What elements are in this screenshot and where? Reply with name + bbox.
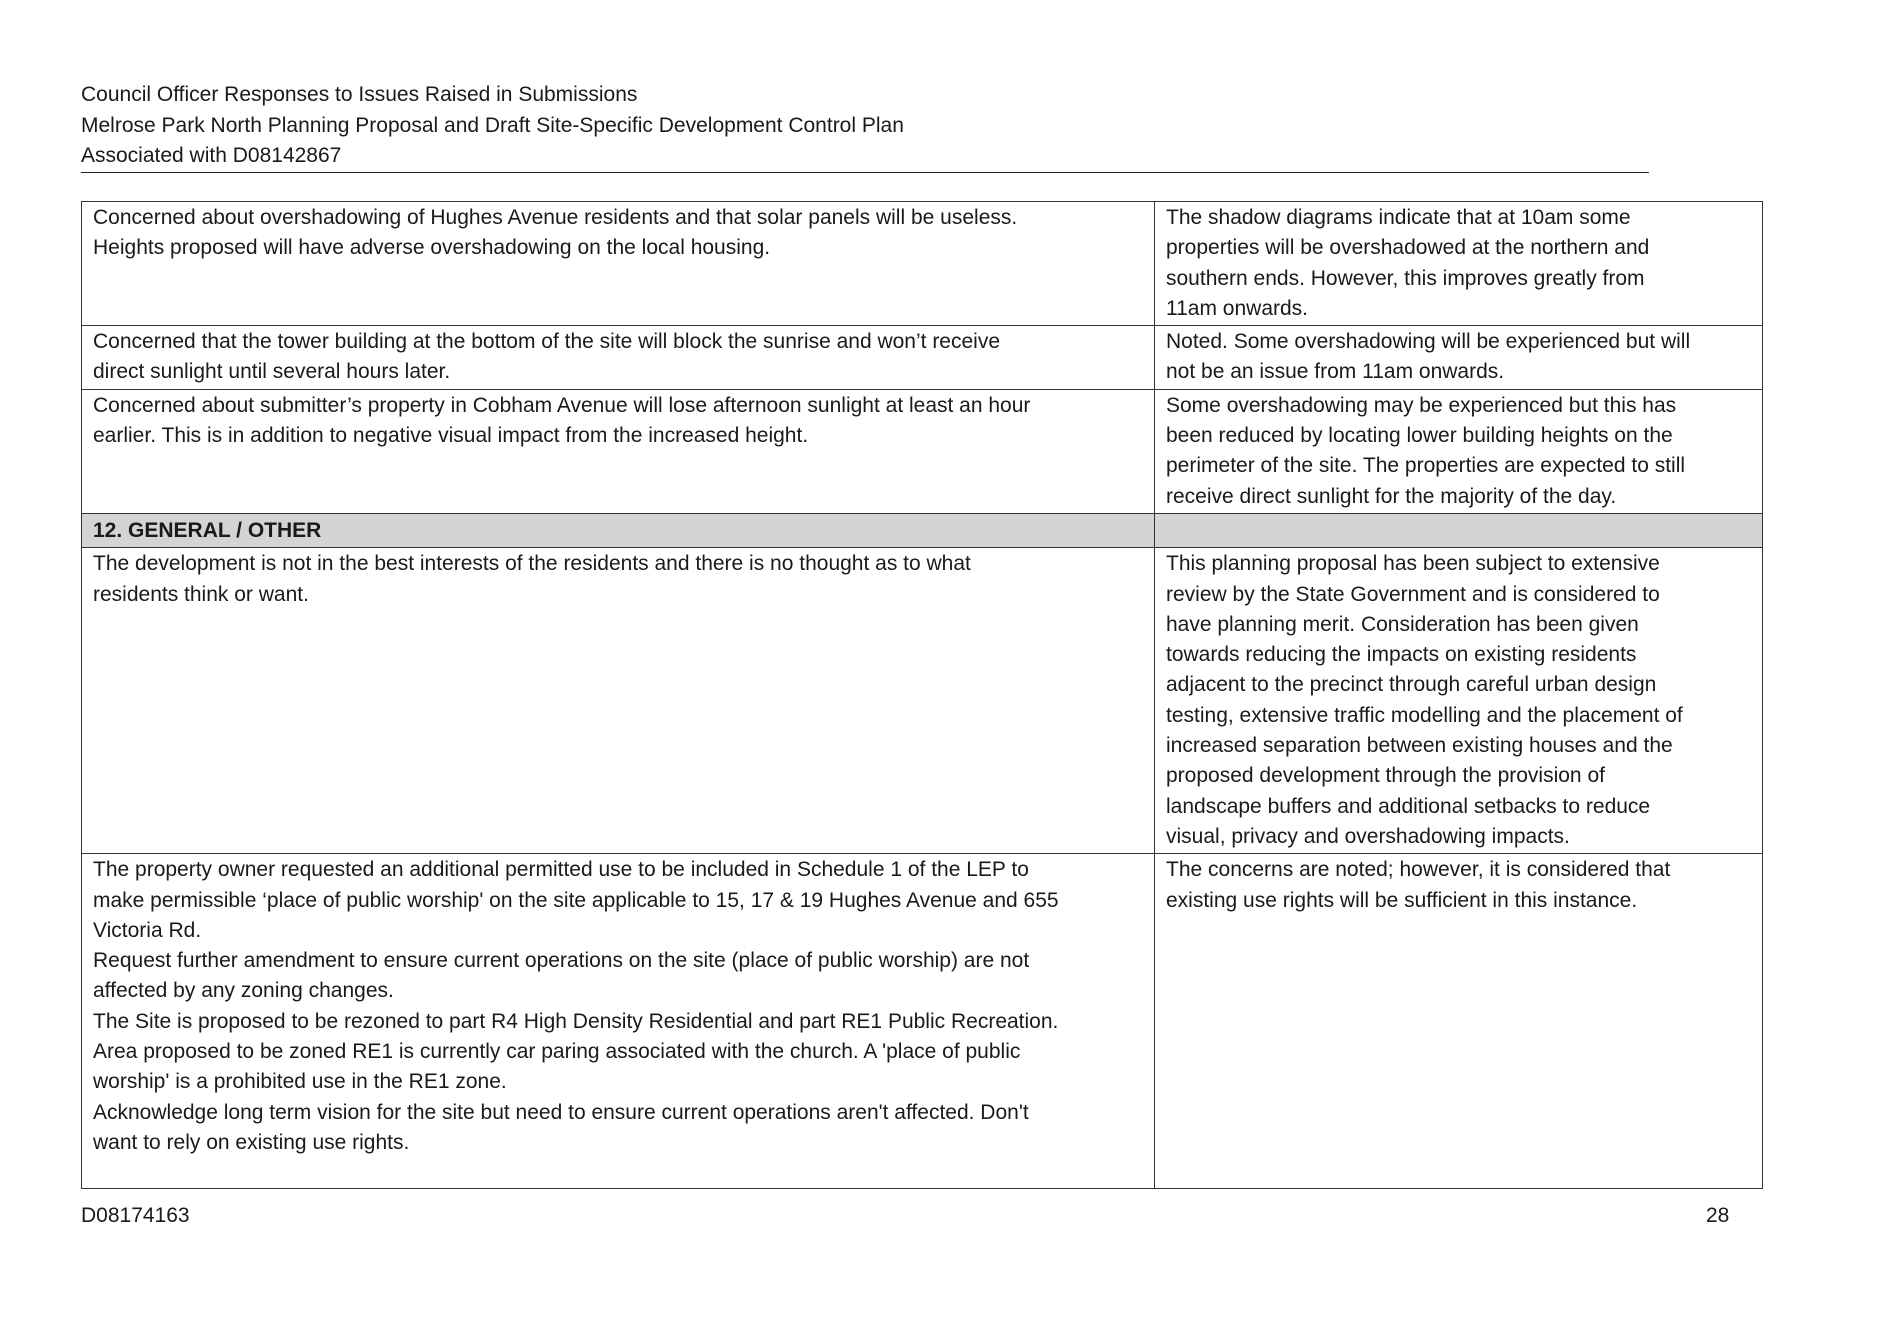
response-text: have planning merit. Consideration has been given — [1166, 612, 1639, 636]
response-text: 11am onwards. — [1166, 296, 1309, 320]
header-subtitle: Melrose Park North Planning Proposal and Draft Site-Specific Development Control Plan — [81, 113, 904, 137]
response-text: perimeter of the site. The properties are expected to still — [1166, 454, 1686, 478]
issue-text: The property owner requested an additional permitted use to be included in Schedule 1 of the LEP to — [93, 858, 1029, 882]
response-text: The shadow diagrams indicate that at 10am some — [1166, 206, 1631, 229]
issue-cell — [82, 202, 1155, 326]
response-text: proposed development through the provision of — [1166, 764, 1605, 788]
issue-text: Acknowledge long term vision for the site but need to ensure current operations aren't affected. Don't — [93, 1100, 1029, 1124]
response-text: not be an issue from 11am onwards. — [1166, 360, 1505, 384]
table-row — [82, 202, 1763, 326]
issue-text: Concerned about submitter’s property in Cobham Avenue will lose afternoon sunlight at least an hour — [93, 393, 1031, 417]
response-text: receive direct sunlight for the majority of the day. — [1166, 484, 1617, 508]
response-text: Noted. Some overshadowing will be experienced but will — [1166, 330, 1691, 354]
table-row — [82, 548, 1763, 854]
header-title: Council Officer Responses to Issues Raised in Submissions — [81, 83, 638, 106]
response-cell — [1155, 326, 1763, 390]
issue-text: Area proposed to be zoned RE1 is currently car paring associated with the church. A 'place of public — [93, 1040, 1021, 1064]
issue-text: Request further amendment to ensure current operations on the site (place of public worship) are not — [93, 949, 1030, 973]
response-text: increased separation between existing houses and the — [1166, 734, 1673, 758]
response-text: properties will be overshadowed at the northern and — [1166, 236, 1650, 260]
issue-text: Heights proposed will have adverse overshadowing on the local housing. — [93, 236, 771, 260]
issue-text: want to rely on existing use rights. — [93, 1130, 410, 1154]
issue-text: direct sunlight until several hours later. — [93, 360, 451, 384]
issue-text: Concerned that the tower building at the bottom of the site will block the sunrise and won’t receive — [93, 330, 1001, 354]
response-text: This planning proposal has been subject to extensive — [1166, 552, 1660, 576]
issue-text: residents think or want. — [93, 582, 309, 606]
response-text: landscape buffers and additional setbacks to reduce — [1166, 794, 1651, 818]
page-header — [81, 80, 1649, 173]
submissions-table — [81, 201, 1763, 1189]
response-text: southern ends. However, this improves greatly from — [1166, 266, 1645, 290]
page-number: 28 — [1706, 1204, 1730, 1227]
table-row — [82, 326, 1763, 390]
response-text: adjacent to the precinct through careful urban design — [1166, 673, 1657, 697]
issue-text: Victoria Rd. — [93, 918, 202, 942]
response-text: review by the State Government and is considered to — [1166, 582, 1660, 606]
document-id: D08174163 — [81, 1204, 190, 1227]
issue-text: earlier. This is in addition to negative visual impact from the increased height. — [93, 424, 809, 448]
issue-text: The Site is proposed to be rezoned to part R4 High Density Residential and part RE1 Public Recreation. — [93, 1009, 1059, 1033]
response-text: The concerns are noted; however, it is considered that — [1166, 858, 1671, 882]
section-header-row — [82, 513, 1763, 547]
issue-cell — [82, 326, 1155, 390]
response-text: Some overshadowing may be experienced but this has — [1166, 393, 1677, 417]
table-row — [82, 854, 1763, 1189]
response-cell — [1155, 854, 1763, 1189]
issue-cell — [82, 389, 1155, 513]
issue-text: affected by any zoning changes. — [93, 979, 394, 1003]
response-text: existing use rights will be sufficient in this instance. — [1166, 888, 1638, 912]
response-cell — [1155, 202, 1763, 326]
response-text: visual, privacy and overshadowing impacts. — [1166, 824, 1570, 848]
response-text: been reduced by locating lower building heights on the — [1166, 424, 1673, 448]
response-cell — [1155, 548, 1763, 854]
response-text: towards reducing the impacts on existing residents — [1166, 643, 1637, 667]
issue-text: Concerned about overshadowing of Hughes Avenue residents and that solar panels will be useless. — [93, 206, 1018, 229]
table-row — [82, 389, 1763, 513]
response-text: testing, extensive traffic modelling and the placement of — [1166, 703, 1683, 727]
issue-cell — [82, 854, 1155, 1189]
section-title: 12. GENERAL / OTHER — [82, 513, 1155, 547]
issue-text: The development is not in the best interests of the residents and there is no thought as to what — [93, 552, 971, 576]
issue-cell — [82, 548, 1155, 854]
issue-text: make permissible ‘place of public worship' on the site applicable to 15, 17 & 19 Hughes Avenue and 655 — [93, 888, 1059, 912]
response-cell — [1155, 389, 1763, 513]
issue-text: worship' is a prohibited use in the RE1 zone. — [93, 1070, 507, 1094]
section-empty-cell — [1155, 513, 1763, 547]
header-reference: Associated with D08142867 — [81, 144, 342, 167]
